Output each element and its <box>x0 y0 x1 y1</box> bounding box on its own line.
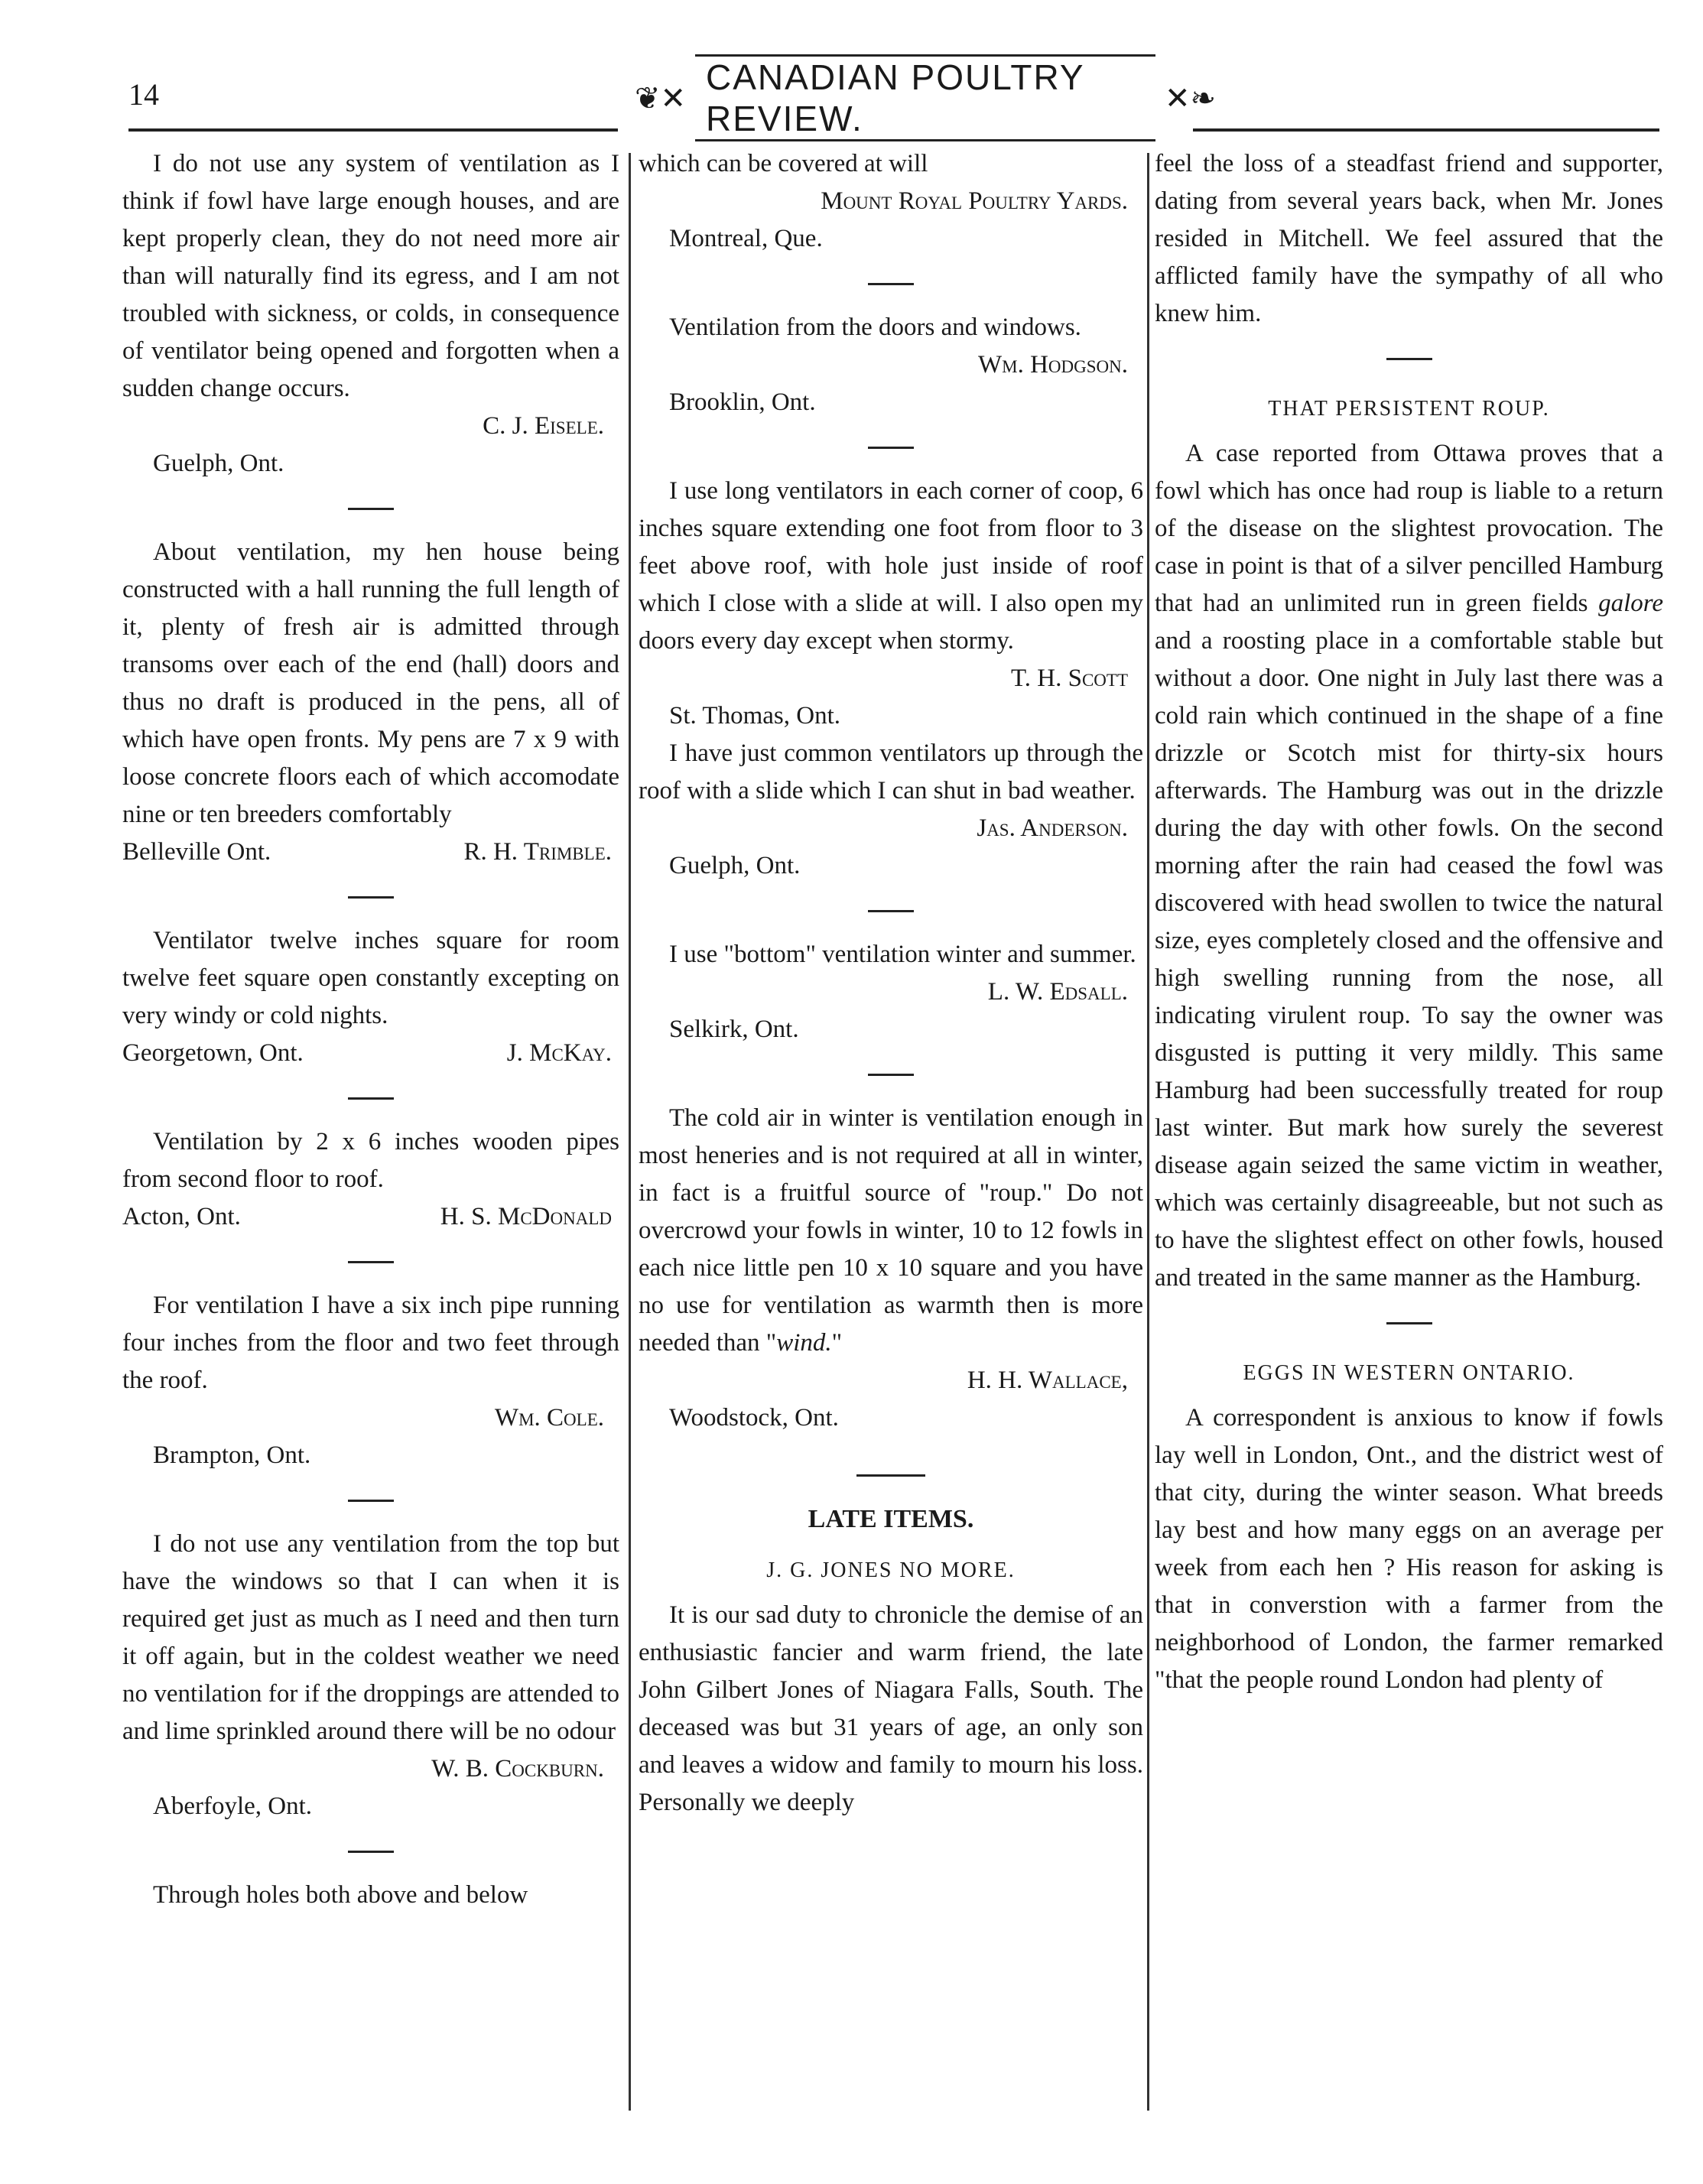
article-roup-text-1: A case reported from Ottawa proves that a fowl which has once had roup is liable to a return of the disease on the slightest provocation. The case in point is that of a silver pencilled Hamburg that had an unlimited run in green fields <box>1155 440 1663 617</box>
signature-anderson: Jas. Anderson. <box>977 814 1128 842</box>
place-st-thomas: St. Thomas, Ont. <box>669 702 840 730</box>
flourish-left-icon: ❦✕ <box>635 80 687 115</box>
signature-wallace: H. H. Wallace, <box>967 1367 1128 1394</box>
article-eggs: A correspondent is anxious to know if fowls lay well in London, Ont., and the district west of that city, during the winter season. What breeds lay best and how many eggs on an average per week from each hen ? His reason for asking is that in converstion with a farmer from the neighborhood of London, the farmer remarked "that the people round London had plenty of <box>1155 1404 1663 1694</box>
signature-mount-royal: Mount Royal Poultry Yards. <box>821 187 1128 215</box>
column-rule-2 <box>1147 153 1149 2111</box>
separator <box>1155 339 1663 376</box>
column-2 <box>639 145 1143 1822</box>
article-heading-eggs: EGGS IN WESTERN ONTARIO. <box>1243 1361 1575 1385</box>
signature-mcdonald: H. S. McDonald <box>440 1203 612 1230</box>
separator <box>122 489 619 526</box>
masthead <box>635 57 1216 138</box>
signature-cole: Wm. Cole. <box>494 1404 604 1432</box>
letter-edsall: I use "bottom" ventilation winter and summer. <box>669 941 1136 968</box>
separator <box>122 1242 619 1279</box>
header-rule-left <box>128 128 618 132</box>
letter-hodgson: Ventilation from the doors and windows. <box>669 314 1081 341</box>
article-heading-jones: J. G. JONES NO MORE. <box>766 1558 1016 1582</box>
article-jones: It is our sad duty to chronicle the demise of an enthusiastic fancier and warm friend, the late John Gilbert Jones of Niagara Falls, South. The deceased was but 31 years of age, an only son and leaves a widow and family to mourn his loss. Personally we deeply <box>639 1601 1143 1816</box>
separator <box>639 264 1143 301</box>
separator <box>122 877 619 915</box>
letter-trimble: About ventilation, my hen house being constructed with a hall running the full length of it, plenty of fresh air is admitted through transoms over each of the end (hall) doors and thus no draft is produced in the pens, all of which have open fronts. My pens are 7 x 9 with loose concrete floors each of which accomodate nine or ten breeders comfortably <box>122 538 619 828</box>
separator <box>639 427 1143 465</box>
place-guelph-2: Guelph, Ont. <box>669 852 801 879</box>
column-1 <box>122 145 619 1914</box>
signature-row-mckay <box>122 1035 619 1072</box>
page-number: 14 <box>128 77 159 112</box>
separator <box>639 891 1143 928</box>
separator <box>122 1831 619 1869</box>
separator <box>639 1455 1143 1493</box>
separator <box>1155 1303 1663 1341</box>
place-selkirk: Selkirk, Ont. <box>669 1016 799 1043</box>
letter-mount-royal-end: which can be covered at will <box>639 150 928 177</box>
letter-mcdonald: Ventilation by 2 x 6 inches wooden pipes from second floor to roof. <box>122 1128 619 1193</box>
letter-wallace <box>639 1100 1143 1362</box>
article-jones-continued: feel the loss of a steadfast friend and supporter, dating from several years back, when Mr. Jones resided in Mitchell. We feel assured that the afflicted family have the sympathy of all who knew him. <box>1155 150 1663 327</box>
letter-wallace-text: The cold air in winter is ventilation enough in most heneries and is not required at all in winter, in fact is a fruitful source of "roup." Do not overcrowd your fowls in winter, 10 to 12 fowls in each nice little pen 10 x 10 square and you have no use for ventilation as warmth then is more needed than " <box>639 1104 1143 1357</box>
letter-eisele: I do not use any system of ventilation as I think if fowl have large enough houses, and are kept properly clean, they do not need more air than will naturally find its egress, and I am not troubled with sickness, or colds, in consequence of ventilator being opened and forgotten when a sudden change occurs. <box>122 150 619 402</box>
article-roup-emphasis: galore <box>1598 590 1663 617</box>
masthead-title: CANADIAN POULTRY REVIEW. <box>695 54 1155 141</box>
signature-scott: T. H. Scott <box>1011 665 1128 692</box>
letter-cole: For ventilation I have a six inch pipe running four inches from the floor and two feet through the roof. <box>122 1292 619 1394</box>
signature-hodgson: Wm. Hodgson. <box>977 351 1128 379</box>
letter-mount-royal-start: Through holes both above and below <box>153 1881 528 1909</box>
place-montreal: Montreal, Que. <box>669 225 823 252</box>
place-brooklin: Brooklin, Ont. <box>669 388 816 416</box>
article-heading-roup: THAT PERSISTENT ROUP. <box>1268 397 1550 421</box>
flourish-right-icon: ✕❧ <box>1164 80 1216 115</box>
place-guelph: Guelph, Ont. <box>153 450 284 477</box>
place-georgetown: Georgetown, Ont. <box>122 1039 304 1067</box>
letter-anderson: I have just common ventilators up through the roof with a slide which I can shut in bad weather. <box>639 739 1143 804</box>
signature-eisele: C. J. Eisele. <box>483 412 604 440</box>
place-aberfoyle: Aberfoyle, Ont. <box>153 1792 313 1820</box>
article-roup-text-2: and a roosting place in a comfortable stable but without a door. One night in July last there was a cold rain which continued in the shape of a fine drizzle or Scotch mist for thirty-six hours afterwards. The Hamburg was out in the drizzle during the day with other fowls. On the second morning after the rain had ceased the fowl was discovered with head swollen to twice the natural size, eyes completely closed and the offensive and high swelling running from the nose, all indicating virulent roup. To say the owner was disgusted is putting it very mildly. This same Hamburg had been successfully treated for roup last winter. But mark how surely the severest disease again seized the same victim in weather, which was certainly disagreeable, but not such as to have the slightest effect on other fowls, housed and treated in the same manner as the Hamburg. <box>1155 627 1663 1292</box>
signature-row-mcdonald <box>122 1198 619 1236</box>
separator <box>639 1055 1143 1092</box>
header-rule-right <box>1193 128 1659 132</box>
signature-edsall: L. W. Edsall. <box>987 978 1128 1006</box>
letter-mckay: Ventilator twelve inches square for room twelve feet square open constantly excepting on very windy or cold nights. <box>122 927 619 1029</box>
column-rule-1 <box>629 153 631 2111</box>
letter-wallace-end: " <box>831 1329 843 1357</box>
signature-mckay: J. McKay. <box>506 1039 612 1067</box>
column-3 <box>1155 145 1663 1699</box>
signature-cockburn: W. B. Cockburn. <box>431 1755 604 1783</box>
separator <box>122 1480 619 1518</box>
signature-row-trimble <box>122 834 619 871</box>
letter-cockburn: I do not use any ventilation from the top but have the windows so that I can when it is required get just as much as I need and then turn it off again, but in the coldest weather we need no ventilation for if the droppings are attended to and lime sprinkled around there will be no odour <box>122 1530 619 1745</box>
separator <box>122 1078 619 1116</box>
section-heading-late-items: LATE ITEMS. <box>808 1505 974 1533</box>
place-brampton: Brampton, Ont. <box>153 1441 311 1469</box>
place-acton: Acton, Ont. <box>122 1203 241 1230</box>
place-belleville: Belleville Ont. <box>122 838 271 866</box>
article-roup <box>1155 435 1663 1297</box>
letter-scott: I use long ventilators in each corner of coop, 6 inches square extending one foot from floor to 3 feet above roof, with hole just inside of roof which I close with a slide at will. I also open my doors every day except when stormy. <box>639 477 1143 655</box>
place-woodstock: Woodstock, Ont. <box>669 1404 839 1432</box>
letter-wallace-emphasis: wind. <box>776 1329 832 1357</box>
signature-trimble: R. H. Trimble. <box>463 838 612 866</box>
